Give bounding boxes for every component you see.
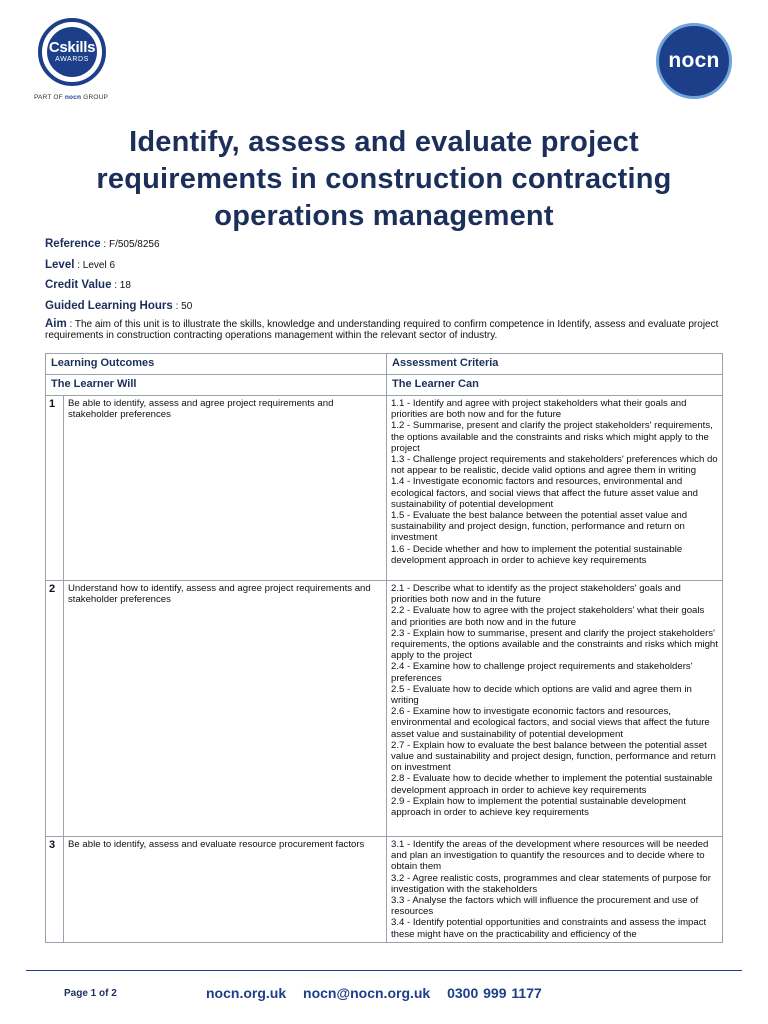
aim-paragraph: Aim : The aim of this unit is to illustrate the skills, knowledge and understanding required to confirm competence in Identify, assess and evaluate project requirements in construction contracting operations management within the relevant sector of industry. <box>45 318 719 341</box>
criterion: 2.3 - Explain how to summarise, present and clarify the project stakeholders' requirements, the options available and the constraints and risks which might apply to the project <box>391 627 718 662</box>
table-row <box>46 396 723 581</box>
phone-number: 0300 999 1177 <box>447 985 542 1001</box>
criterion: 1.6 - Decide whether and how to implement the potential sustainable development approach in order to achieve key requirements <box>391 543 683 566</box>
criterion: 2.5 - Evaluate how to decide which options are valid and agree them in writing <box>391 683 692 707</box>
nocn-logo <box>656 23 732 99</box>
part-of-nocn-group: PART OF nocn GROUP <box>34 94 109 101</box>
criteria-list <box>387 581 723 837</box>
criterion: 1.2 - Summarise, present and clarify the project stakeholders' requirements, the options available and the constraints and risks which might apply to the project <box>391 420 713 454</box>
learner-will-header: The Learner Will <box>46 375 387 396</box>
criterion: 1.5 - Evaluate the best balance between the potential asset value and sustainability and project design, function, performance and return on investment <box>391 510 688 544</box>
table-row <box>46 581 723 837</box>
criteria-list <box>387 837 723 943</box>
reference-row: Reference : F/505/8256 <box>45 238 160 250</box>
criterion: 2.9 - Explain how to implement the potential sustainable development approach in order to achieve key requirements <box>391 795 686 819</box>
learner-can-header: The Learner Can <box>387 375 723 396</box>
criterion: 2.1 - Describe what to identify as the project stakeholders' goals and priorities both now and in the future <box>391 583 681 606</box>
unit-meta <box>45 237 725 341</box>
footer-divider <box>26 970 742 971</box>
outcome-text: Be able to identify, assess and agree project requirements and stakeholder preferences <box>64 396 387 581</box>
criterion: 3.4 - Identify potential opportunities and constraints and assess the impact these might have on the practicability and efficiency of the <box>391 917 707 940</box>
criterion: 2.2 - Evaluate how to agree with the project stakeholders' what their goals and priorities are both now and in the future <box>391 605 705 628</box>
assessment-criteria-header: Assessment Criteria <box>387 354 723 375</box>
outcomes-table <box>45 353 723 943</box>
criterion: 2.7 - Explain how to evaluate the best balance between the potential asset value and sustainability and project design, function, performance and return on investment <box>391 739 716 774</box>
cskills-ring <box>38 18 106 86</box>
table-subheader-row <box>46 375 723 396</box>
footer-contacts <box>206 985 554 1001</box>
cskills-logo-text: Cskills <box>48 39 96 56</box>
table-row <box>46 837 723 943</box>
email-link[interactable]: nocn@nocn.org.uk <box>303 985 431 1001</box>
website-link[interactable]: nocn.org.uk <box>206 985 287 1001</box>
criteria-list <box>387 396 723 581</box>
criterion: 3.2 - Agree realistic costs, programmes and clear statements of purpose for investigation with the stakeholders <box>391 872 711 895</box>
credit-value-row: Credit Value : 18 <box>45 279 131 291</box>
level-row: Level : Level 6 <box>45 258 116 271</box>
outcome-number: 2 <box>46 581 64 837</box>
criterion: 1.1 - Identify and agree with project stakeholders what their goals and priorities are both now and for the future <box>391 398 687 421</box>
awards-logo-text: AWARDS <box>55 56 89 63</box>
outcome-number: 1 <box>46 396 64 581</box>
criterion: 2.4 - Examine how to challenge project requirements and stakeholders' preferences <box>391 661 693 684</box>
page-number: Page 1 of 2 <box>64 988 117 999</box>
unit-title: Identify, assess and evaluate project requirements in construction contracting operations management <box>96 126 672 232</box>
nocn-logo-text: nocn <box>668 49 720 72</box>
cskills-awards-logo <box>34 18 114 101</box>
table-header-row <box>46 354 723 375</box>
learning-outcomes-header: Learning Outcomes <box>46 354 387 375</box>
outcome-text: Understand how to identify, assess and agree project requirements and stakeholder preferences <box>64 581 387 837</box>
guided-learning-hours-row: Guided Learning Hours : 50 <box>45 299 193 312</box>
criterion: 2.6 - Examine how to investigate economic factors and resources, environmental and ecological factors, and social views that affect the future asset value and sustainability of potential development <box>391 706 710 740</box>
criterion: 2.8 - Evaluate how to decide whether to implement the potential sustainable development approach in order to achieve key requirements <box>391 773 713 796</box>
criterion: 3.3 - Analyse the factors which will influence the procurement and use of resources <box>391 895 699 918</box>
criterion: 1.4 - Investigate economic factors and resources, environmental and ecological factors, and social views that affect the future asset value and sustainability of potential development <box>391 476 699 510</box>
outcome-text: Be able to identify, assess and evaluate resource procurement factors <box>64 837 387 943</box>
outcome-number: 3 <box>46 837 64 943</box>
criterion: 1.3 - Challenge project requirements and stakeholders' preferences which do not appear to be realistic, decide valid options and agree them in writing <box>391 454 718 477</box>
criterion: 3.1 - Identify the areas of the development where resources will be needed and plan an investigation to quantify the resources and to decide where to obtain them <box>391 839 709 873</box>
